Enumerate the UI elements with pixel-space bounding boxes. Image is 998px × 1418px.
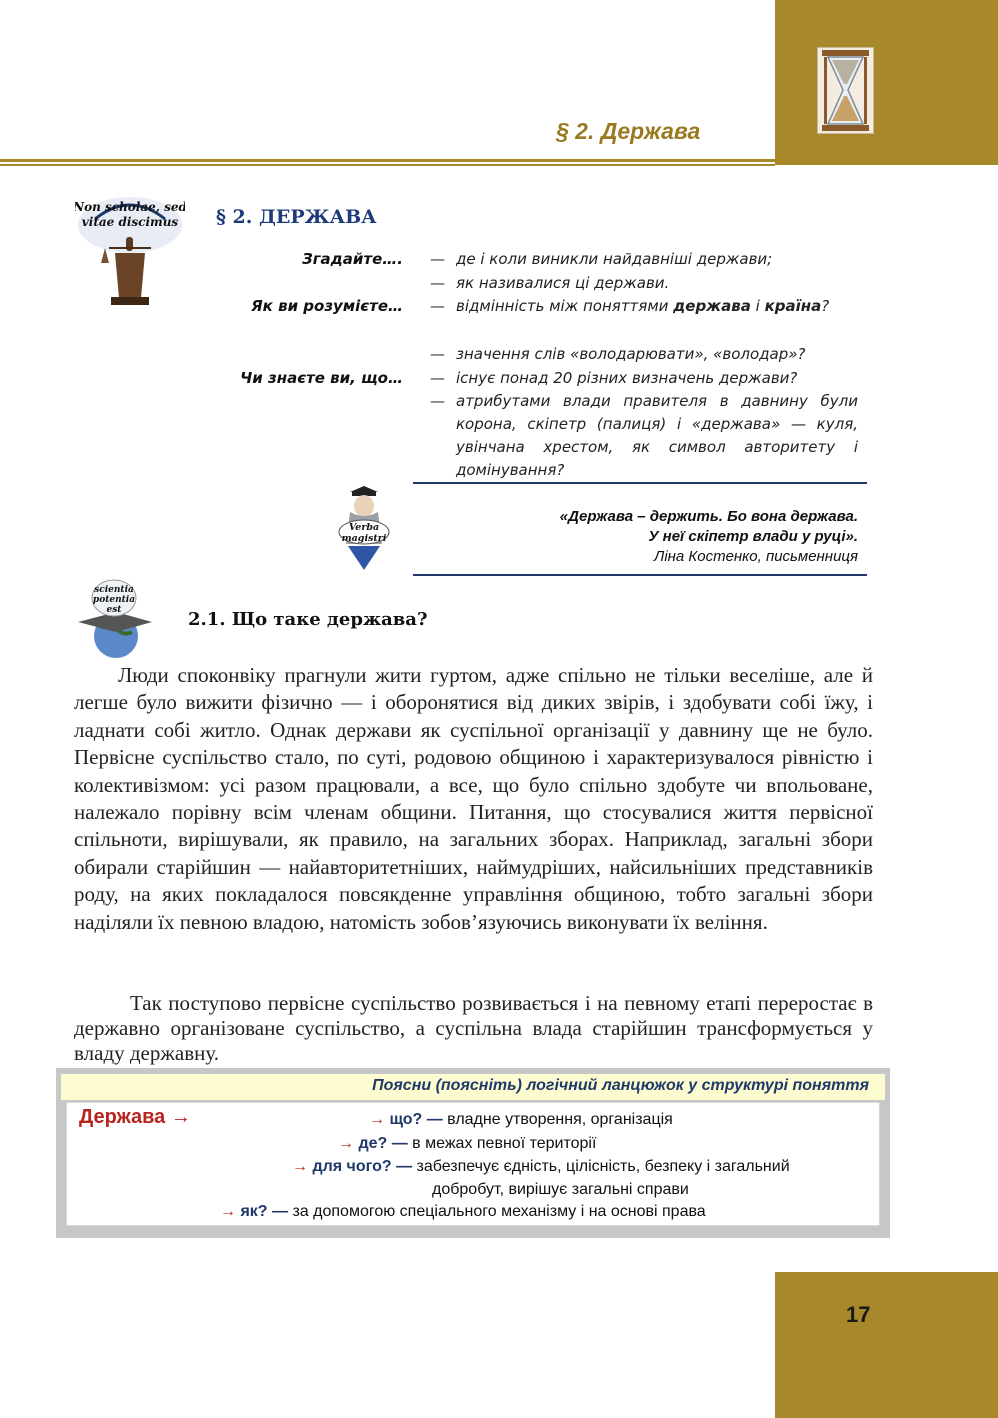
prompt-label-know: Чи знаєте ви, що… bbox=[240, 369, 403, 387]
quote-rule bbox=[413, 482, 867, 484]
svg-text:Non scholae, sed: Non scholae, sed bbox=[75, 200, 185, 214]
svg-text:vitae discimus: vitae discimus bbox=[81, 215, 179, 229]
quote-author: Ліна Костенко, письменниця bbox=[654, 548, 858, 565]
prompt-item: атрибутами влади правителя в давнину були корона, скіпетр (палиця) і «держава» — куля, увінчана хрестом, як символ авторитету і домінування? bbox=[456, 392, 858, 479]
dash: — bbox=[430, 369, 445, 387]
subsection-title: 2.1. Що таке держава? bbox=[188, 609, 428, 630]
quote-line: У неї скіпетр влади у руці». bbox=[648, 528, 858, 545]
chain-step-what: → що? — владне утворення, організація bbox=[369, 1111, 673, 1128]
footer-gold-block bbox=[775, 1272, 998, 1418]
dash: — bbox=[430, 297, 445, 315]
chain-start: Держава → bbox=[79, 1106, 191, 1128]
running-head: § 2. Держава bbox=[556, 118, 701, 144]
header-gold-block bbox=[775, 0, 998, 165]
svg-text:Verba: Verba bbox=[348, 522, 380, 533]
scientia-emblem bbox=[74, 578, 154, 662]
prompt-item: де і коли виникли найдавніші держави; bbox=[456, 250, 773, 268]
dash: — bbox=[430, 274, 445, 292]
chain-step-where: → де? — в межах певної території bbox=[338, 1135, 597, 1152]
dash: — bbox=[430, 250, 445, 268]
prompt-item: відмінність між поняттями держава і країна? bbox=[456, 297, 830, 315]
dash: — bbox=[430, 392, 445, 410]
concept-chain-heading: Поясни (поясніть) логічний ланцюжок у структурі поняття bbox=[372, 1077, 869, 1094]
verba-magistri-emblem bbox=[338, 484, 390, 572]
chain-step-why-cont: добробут, вирішує загальні справи bbox=[432, 1181, 689, 1198]
body-paragraph: Люди споконвіку прагнули жити гуртом, адже спільно не тільки веселіше, але й легше було вижити фізично — і оборонятися від диких звірів, і здобувати собі їжу, і ладнати собі житло. Однак держави як суспільної організації у давнину ще не було. Первісне суспільство стало, по суті, родовою общиною і характеризувалося рівністю і колективізмом: усі разом працювали, а все, що було спільно здобуте чи впольоване, належало порівну всім членам общини. Питання, що стосувалися життя первісної спільноти, вирішували, як правило, на загальних зборах. Наприклад, загальні збори обирали старійшин — найавторитетніших, наймудріших, найсильніших представників роду, на яких покладалося повсякденне управління общиною, тобто загальні збори наділяли їх певною владою, натомість зобов’язуючись виконувати їх веління. bbox=[74, 663, 873, 934]
prompt-item: існує понад 20 різних визначень держави? bbox=[456, 369, 798, 387]
svg-text:est: est bbox=[106, 605, 122, 615]
chain-step-how: → як? — за допомогою спеціального механізму і на основі права bbox=[220, 1203, 706, 1220]
page-number: 17 bbox=[846, 1302, 871, 1327]
concept-chain-heading-bar bbox=[61, 1074, 885, 1100]
header-rule bbox=[0, 159, 775, 162]
body-paragraph: Так поступово первісне суспільство розвивається і на певному етапі переростає в державно організоване суспільство, а суспільна влада старійшин трансформується у владу державну. bbox=[74, 991, 873, 1065]
quote-rule bbox=[413, 574, 867, 576]
header-rule bbox=[0, 164, 775, 166]
quote-line: «Держава – держить. Бо вона держава. bbox=[559, 508, 858, 525]
themis-emblem bbox=[75, 193, 185, 313]
svg-text:magistri: magistri bbox=[341, 533, 387, 544]
chain-step-why: → для чого? — забезпечує єдність, цілісність, безпеку і загальний bbox=[292, 1158, 790, 1175]
svg-text:scientia: scientia bbox=[94, 585, 134, 595]
dash: — bbox=[430, 345, 445, 363]
prompt-item: значення слів «володарювати», «володар»? bbox=[456, 345, 806, 363]
prompt-label-understand: Як ви розумієте… bbox=[251, 297, 403, 315]
svg-text:potentia: potentia bbox=[92, 595, 136, 605]
prompt-label-remember: Згадайте…. bbox=[302, 250, 403, 268]
section-title: § 2. ДЕРЖАВА bbox=[216, 206, 377, 228]
prompt-item: як називалися ці держави. bbox=[456, 274, 670, 292]
hourglass-icon bbox=[817, 47, 874, 134]
